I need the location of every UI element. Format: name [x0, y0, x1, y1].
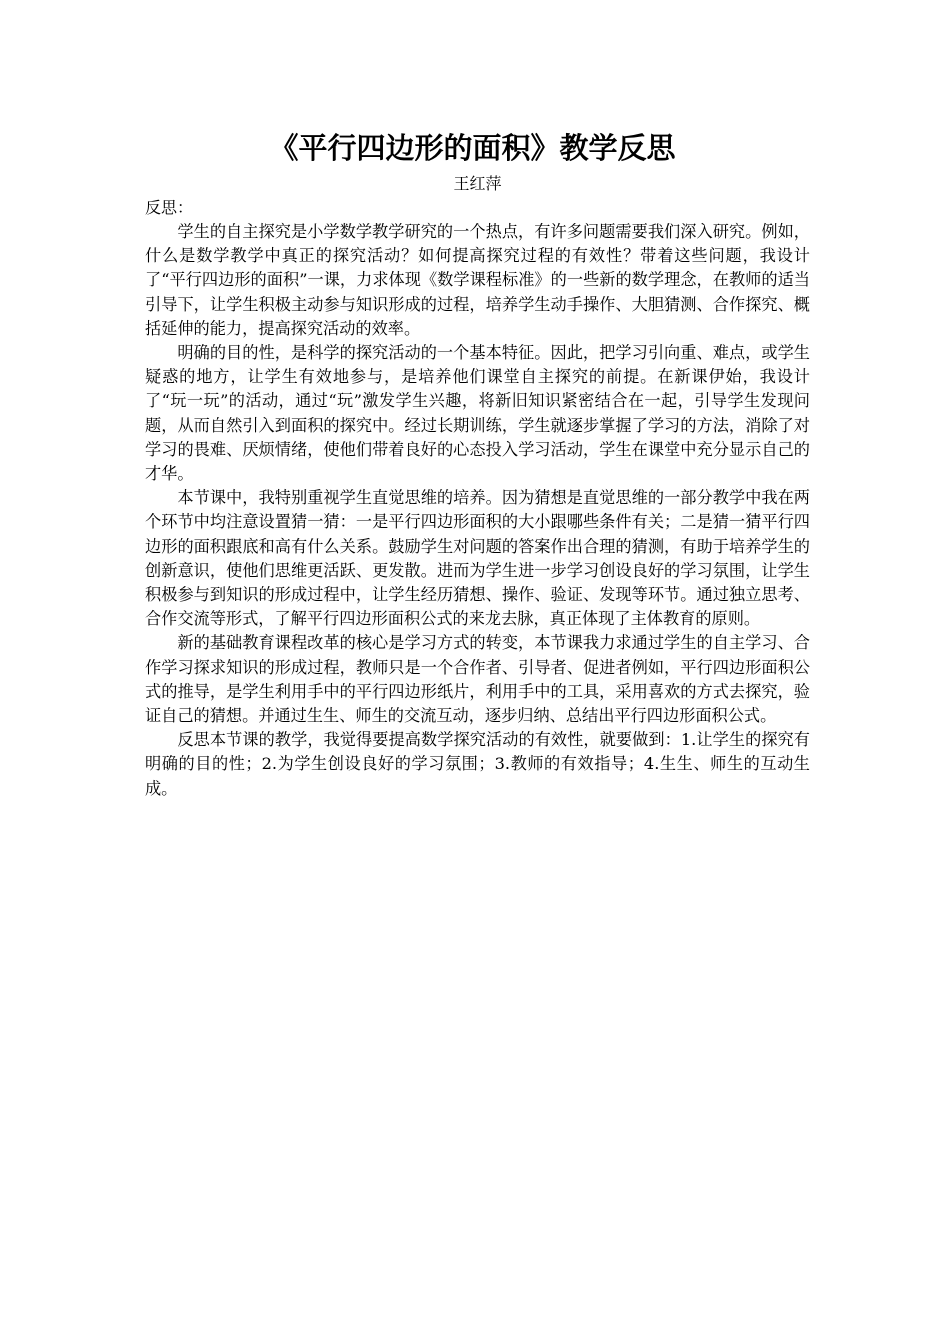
section-label: 反思： [145, 198, 194, 217]
author-name: 王红萍 [453, 174, 502, 193]
paragraph-3: 本节课中，我特别重视学生直觉思维的培养。因为猜想是直觉思维的一部分教学中我在两个环节中均注意设置猜一猜：一是平行四边形面积的大小跟哪些条件有关；二是猜一猜平行四边形的面积跟底和高有什么关系。鼓励学生对问题的答案作出合理的猜测，有助于培养学生的创新意识，使他们思维更活跃、更发散。进而为学生进一步学习创设良好的学习氛围，让学生积极参与到知识的形成过程中，让学生经历猜想、操作、验证、发现等环节。通过独立思考、合作交流等形式，了解平行四边形面积公式的来龙去脉，真正体现了主体教育的原则。 [145, 488, 810, 629]
paragraph-4: 新的基础教育课程改革的核心是学习方式的转变，本节课我力求通过学生的自主学习、合作学习探求知识的形成过程，教师只是一个合作者、引导者、促进者例如，平行四边形面积公式的推导，是学生利用手中的平行四边形纸片，利用手中的工具，采用喜欢的方式去探究，验证自己的猜想。并通过生生、师生的交流互动，逐步归纳、总结出平行四边形面积公式。 [145, 633, 810, 726]
document-page [145, 128, 810, 801]
paragraph-1: 学生的自主探究是小学数学教学研究的一个热点，有许多问题需要我们深入研究。例如，什么是数学教学中真正的探究活动？如何提高探究过程的有效性？带着这些问题，我设计了“平行四边形的面积”一课，力求体现《数学课程标准》的一些新的数学理念，在教师的适当引导下，让学生积极主动参与知识形成的过程，培养学生动手操作、大胆猜测、合作探究、概括延伸的能力，提高探究活动的效率。 [145, 222, 810, 338]
document-title: 《平行四边形的面积》教学反思 [269, 131, 676, 165]
paragraph-2: 明确的目的性，是科学的探究活动的一个基本特征。因此，把学习引向重、难点，或学生疑惑的地方，让学生有效地参与，是培养他们课堂自主探究的前提。在新课伊始，我设计了“玩一玩”的活动，通过“玩”激发学生兴趣，将新旧知识紧密结合在一起，引导学生发现问题，从而自然引入到面积的探究中。经过长期训练，学生就逐步掌握了学习的方法，消除了对学习的畏难、厌烦情绪，使他们带着良好的心态投入学习活动，学生在课堂中充分显示自己的才华。 [145, 343, 810, 484]
paragraph-5: 反思本节课的教学，我觉得要提高数学探究活动的有效性，就要做到：1.让学生的探究有明确的目的性；2.为学生创设良好的学习氛围；3.教师的有效指导；4.生生、师生的互动生成。 [145, 730, 810, 798]
